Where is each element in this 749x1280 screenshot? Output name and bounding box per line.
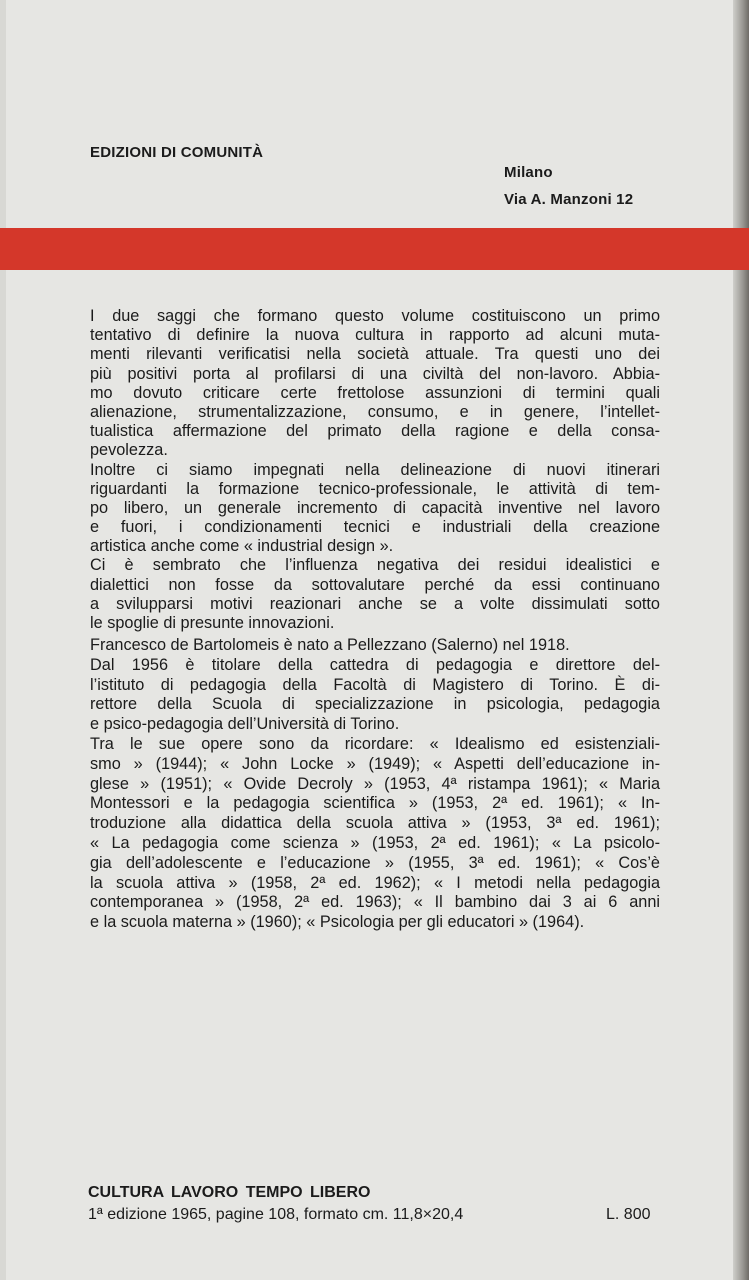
text-line: tentativo di definire la nuova cultura in rapporto ad alcuni muta- xyxy=(90,326,660,345)
edition-info: 1ª edizione 1965, pagine 108, formato cm. 11,8×20,4 xyxy=(88,1206,464,1223)
text-line: po libero, un generale incremento di capacità inventive nel lavoro xyxy=(90,498,660,517)
publisher-name: EDIZIONI DI COMUNITÀ xyxy=(90,144,264,161)
text-line: rettore della Scuola di specializzazione in psicologia, pedagogia xyxy=(90,695,660,714)
text-line: Dal 1956 è titolare della cattedra di pedagogia e direttore del- xyxy=(90,655,660,674)
address-street: Via A. Manzoni 12 xyxy=(504,191,634,208)
red-band xyxy=(0,228,749,270)
text-line: artistica anche come « industrial design ». xyxy=(90,537,394,556)
text-line: pevolezza. xyxy=(90,441,168,460)
text-line: tualistica affermazione del primato della ragione e della consa- xyxy=(90,422,660,441)
text-line: troduzione alla didattica della scuola attiva » (1953, 3ª ed. 1961); xyxy=(90,814,660,833)
blurb-text xyxy=(90,307,660,633)
text-line: Francesco de Bartolomeis è nato a Pellezzano (Salerno) nel 1918. xyxy=(90,636,570,654)
text-line: a svilupparsi motivi reazionari anche se a volte dissimulati sotto xyxy=(90,594,660,613)
text-line: Tra le sue opere sono da ricordare: « Idealismo ed esistenziali- xyxy=(90,734,660,753)
price: L. 800 xyxy=(606,1206,651,1223)
text-line: Montessori e la pedagogia scientifica » (1953, 2ª ed. 1961); « In- xyxy=(90,794,660,813)
text-line: menti rilevanti verificatisi nella società attuale. Tra questi uno dei xyxy=(90,345,660,364)
text-line: Inoltre ci siamo impegnati nella delineazione di nuovi itinerari xyxy=(90,460,660,479)
text-line: gia dell’adolescente e l’educazione » (1955, 3ª ed. 1961); « Cos’è xyxy=(90,853,660,872)
cover-left-edge xyxy=(0,0,6,1280)
text-line: riguardanti la formazione tecnico-professionale, le attività di tem- xyxy=(90,479,660,498)
text-line: e la scuola materna » (1960); « Psicologia per gli educatori » (1964). xyxy=(90,913,585,932)
text-line: e fuori, i condizionamenti tecnici e industriali della creazione xyxy=(90,518,660,537)
text-line: glese » (1951); « Ovide Decroly » (1953, 4ª ristampa 1961); « Maria xyxy=(90,774,660,793)
text-line: alienazione, strumentalizzazione, consumo, e in genere, l’intellet- xyxy=(90,402,660,421)
text-line: l’istituto di pedagogia della Facoltà di Magistero di Torino. È di- xyxy=(90,675,660,694)
text-line: dialettici non fosse da sottovalutare perché da essi continuano xyxy=(90,575,660,594)
cover-spine-edge xyxy=(733,0,749,1280)
text-line: la scuola attiva » (1958, 2ª ed. 1962); « I metodi nella pedagogia xyxy=(90,873,660,892)
author-bio xyxy=(90,636,660,933)
series-title: CULTURA LAVORO TEMPO LIBERO xyxy=(88,1184,371,1201)
text-line: le spoglie di presunte innovazioni. xyxy=(90,614,335,632)
address-city: Milano xyxy=(504,164,553,181)
text-line: smo » (1944); « John Locke » (1949); « Aspetti dell’educazione in- xyxy=(90,754,660,773)
text-line: Ci è sembrato che l’influenza negativa dei residui idealistici e xyxy=(90,556,660,575)
text-line: contemporanea » (1958, 2ª ed. 1963); « Il bambino dai 3 ai 6 anni xyxy=(90,893,660,912)
text-line: mo dovuto criticare certe frettolose assunzioni di termini quali xyxy=(90,383,660,402)
text-line: più positivi porta al profilarsi di una civiltà del non-lavoro. Abbia- xyxy=(90,364,660,383)
text-line: e psico-pedagogia dell’Università di Torino. xyxy=(90,715,400,734)
text-line: « La pedagogia come scienza » (1953, 2ª ed. 1961); « La psicolo- xyxy=(90,833,660,852)
text-line: I due saggi che formano questo volume costituiscono un primo xyxy=(90,307,660,325)
